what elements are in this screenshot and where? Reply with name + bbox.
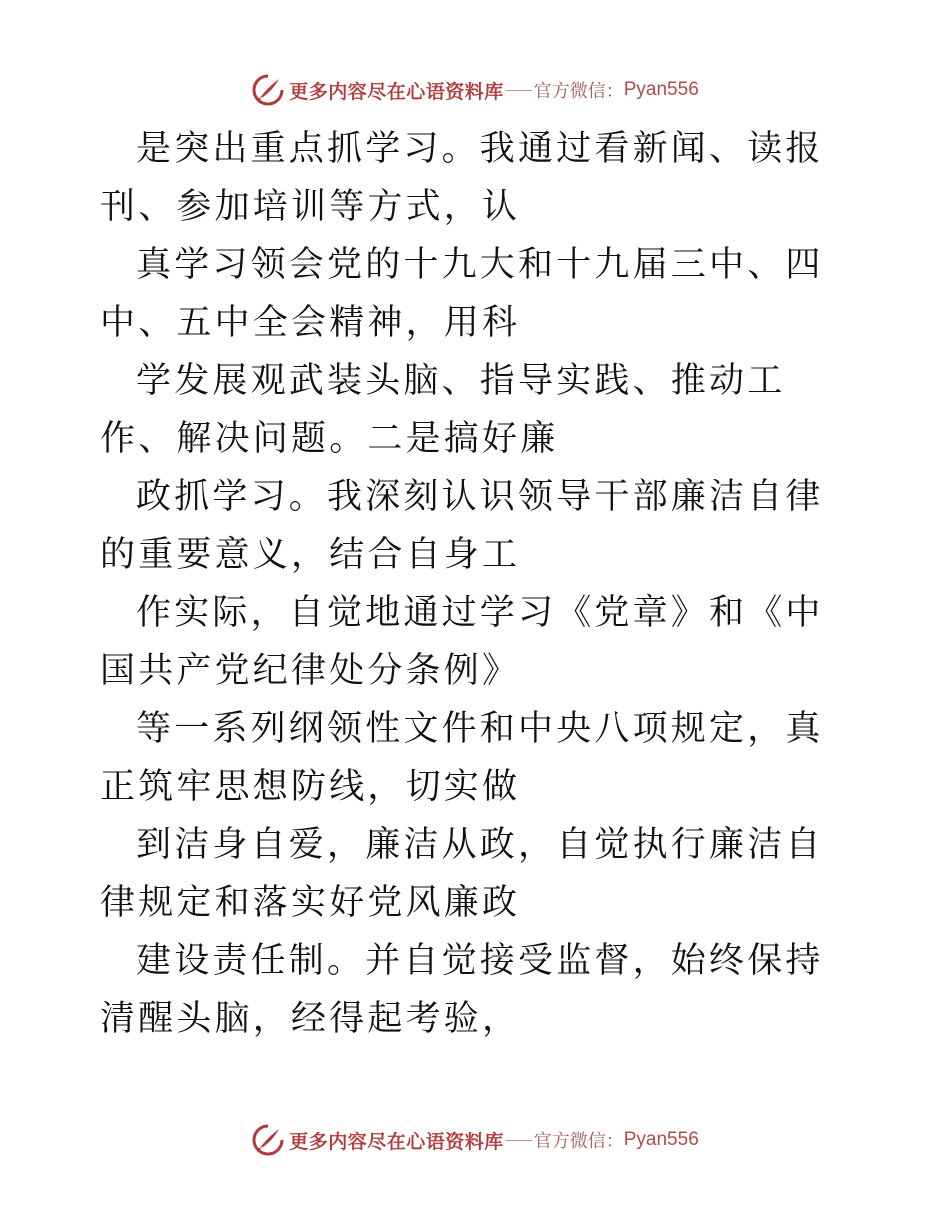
- quill-swirl-logo-icon: [251, 1123, 285, 1157]
- header-brand-text: 更多内容尽在心语资料库: [289, 80, 504, 103]
- header-wechat-id: Pyan556: [623, 79, 699, 100]
- paragraph: 是突出重点抓学习。我通过看新闻、读报刊、参加培训等方式，认: [100, 129, 824, 227]
- paragraph: 作实际，自觉地通过学习《党章》和《中国共产党纪律处分条例》: [100, 593, 824, 691]
- paragraph: 等一系列纲领性文件和中央八项规定，真正筑牢思想防线，切实做: [100, 709, 824, 807]
- paragraph: 政抓学习。我深刻认识领导干部廉洁自律的重要意义，结合自身工: [100, 477, 824, 575]
- footer-wechat-id: Pyan556: [623, 1129, 699, 1150]
- header-banner: [0, 70, 950, 110]
- paragraph: 到洁身自爱，廉洁从政，自觉执行廉洁自律规定和落实好党风廉政: [100, 825, 824, 923]
- footer-dash: [506, 1140, 532, 1141]
- header-wechat-label: 官方微信：: [533, 81, 624, 102]
- quill-swirl-logo-icon: [251, 73, 285, 107]
- paragraph: 学发展观武装头脑、指导实践、推动工作、解决问题。二是搞好廉: [100, 361, 786, 459]
- footer-wechat-label: 官方微信：: [533, 1131, 624, 1152]
- paragraph: 建设责任制。并自觉接受监督，始终保持清醒头脑，经得起考验，: [100, 941, 824, 1039]
- footer-brand-text: 更多内容尽在心语资料库: [289, 1130, 504, 1153]
- footer-banner: [0, 1120, 950, 1160]
- paragraph: 真学习领会党的十九大和十九届三中、四中、五中全会精神，用科: [100, 245, 824, 343]
- header-dash: [506, 90, 532, 91]
- document-body: [100, 120, 860, 1048]
